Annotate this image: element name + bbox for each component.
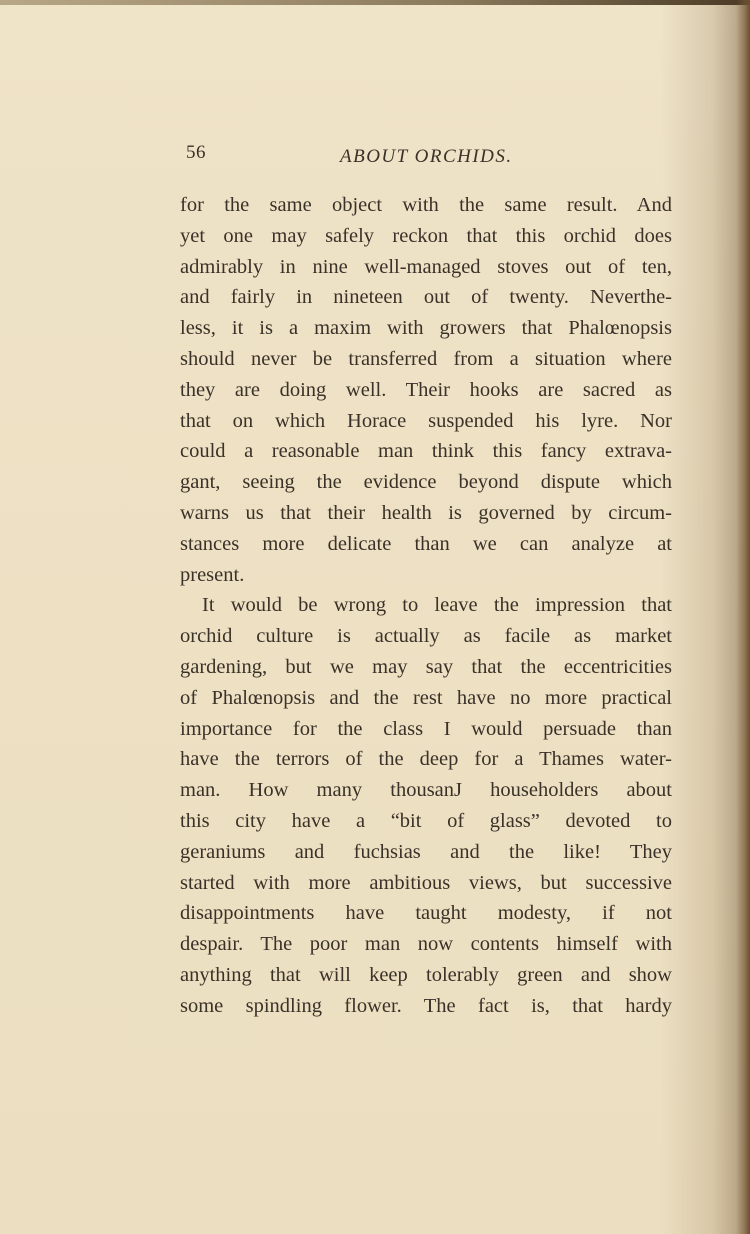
text-line: warns us that their health is governed by circum-: [180, 501, 672, 524]
running-title: ABOUT ORCHIDS.: [340, 146, 513, 167]
running-header: [186, 142, 666, 172]
text-line: yet one may safely reckon that this orchid does: [180, 224, 672, 247]
text-line: man. How many thousanJ householders about: [180, 779, 672, 802]
text-line: some spindling flower. The fact is, that hardy: [180, 994, 672, 1017]
text-line: have the terrors of the deep for a Thames water-: [180, 748, 672, 771]
paragraph-1: [180, 190, 672, 590]
page-number: 56: [186, 142, 206, 163]
text-line: gant, seeing the evidence beyond dispute which: [180, 471, 672, 494]
text-line: of Phalœnopsis and the rest have no more practical: [180, 686, 672, 709]
text-line: geraniums and fuchsias and the like! They: [180, 840, 672, 863]
text-line: that on which Horace suspended his lyre. Nor: [180, 409, 672, 432]
text-line: started with more ambitious views, but successive: [180, 871, 672, 894]
text-line: despair. The poor man now contents himself with: [180, 933, 672, 956]
text-line: they are doing well. Their hooks are sacred as: [180, 378, 672, 401]
text-line: orchid culture is actually as facile as market: [180, 625, 672, 648]
text-line: anything that will keep tolerably green and show: [180, 963, 672, 986]
text-line: disappointments have taught modesty, if not: [180, 902, 672, 925]
text-line: for the same object with the same result. And: [180, 194, 672, 216]
text-line: It would be wrong to leave the impression that: [202, 594, 672, 617]
text-line: should never be transferred from a situation where: [180, 347, 672, 370]
text-line: importance for the class I would persuade than: [180, 717, 672, 740]
text-line: present.: [180, 563, 245, 586]
text-line: this city have a “bit of glass” devoted to: [180, 809, 672, 832]
text-line: stances more delicate than we can analyze at: [180, 532, 672, 555]
text-line: admirably in nine well-managed stoves out of ten,: [180, 255, 672, 278]
text-line: less, it is a maxim with growers that Phalœnopsis: [180, 317, 672, 340]
page-top-edge: [0, 0, 750, 5]
text-line: could a reasonable man think this fancy extrava-: [180, 440, 672, 463]
page-gutter-shadow: [736, 0, 750, 1234]
text-line: gardening, but we may say that the eccentricities: [180, 655, 672, 678]
text-line: and fairly in nineteen out of twenty. Neverthe-: [180, 286, 672, 309]
body-text: [180, 190, 672, 1022]
paragraph-2: [180, 590, 672, 1021]
